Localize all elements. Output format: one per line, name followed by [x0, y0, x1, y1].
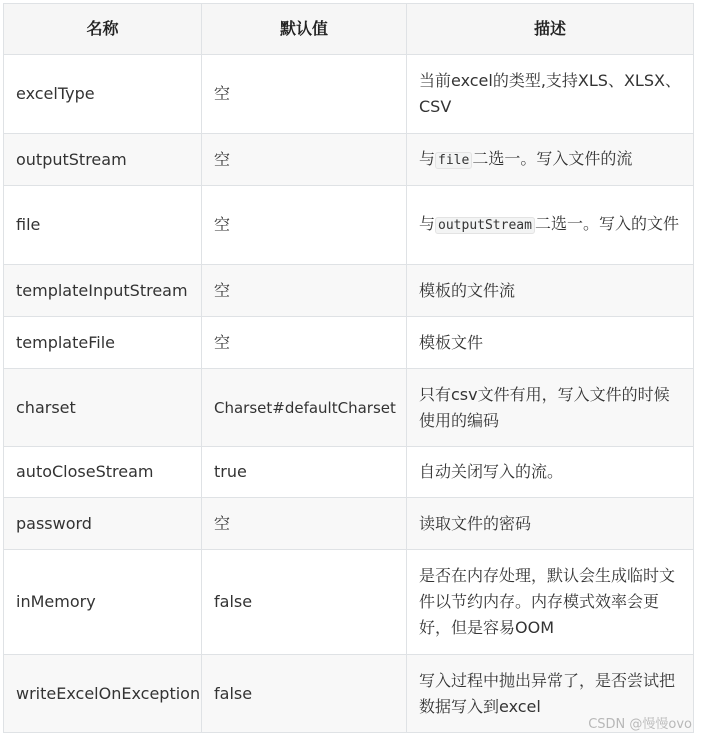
desc-text: 自动关闭写入的流。 [419, 462, 564, 481]
cell-name: file [4, 186, 202, 265]
cell-name: outputStream [4, 134, 202, 186]
cell-description [407, 369, 694, 447]
inline-code: file [435, 152, 472, 169]
table-row [4, 369, 694, 447]
cell-name: autoCloseStream [4, 447, 202, 498]
cell-description [407, 186, 694, 265]
header-name: 名称 [4, 4, 202, 55]
table-row [4, 498, 694, 550]
table-row [4, 317, 694, 369]
cell-default: true [202, 447, 407, 498]
cell-default: false [202, 655, 407, 733]
cell-description [407, 55, 694, 134]
cell-name: password [4, 498, 202, 550]
table-row [4, 550, 694, 655]
cell-description [407, 550, 694, 655]
table-row [4, 265, 694, 317]
cell-default: 空 [202, 265, 407, 317]
table-row [4, 55, 694, 134]
table-row [4, 186, 694, 265]
csdn-watermark: CSDN @慢慢ovo [588, 717, 692, 732]
cell-default: 空 [202, 186, 407, 265]
cell-name: charset [4, 369, 202, 447]
desc-text: 只有csv文件有用，写入文件的时候使用的编码 [419, 384, 670, 430]
cell-name: templateInputStream [4, 265, 202, 317]
cell-default: 空 [202, 55, 407, 134]
desc-text: 二选一。写入的文件 [534, 214, 679, 233]
table-row [4, 134, 694, 186]
cell-default: 空 [202, 498, 407, 550]
desc-text: 模板文件 [419, 332, 484, 352]
header-default: 默认值 [202, 4, 407, 55]
parameter-table [3, 3, 694, 733]
cell-name: writeExcelOnException [4, 655, 202, 733]
table-header-row [4, 4, 694, 55]
cell-default: Charset#defaultCharset [202, 369, 407, 447]
cell-description [407, 447, 694, 498]
cell-default: 空 [202, 317, 407, 369]
cell-name: templateFile [4, 317, 202, 369]
desc-text: 与 [419, 148, 436, 168]
cell-description [407, 317, 694, 369]
desc-text: 是否在内存处理，默认会生成临时文件以节约内存。内存模式效率会更好，但是容易OOM [419, 566, 676, 637]
cell-description [407, 134, 694, 186]
cell-name: inMemory [4, 550, 202, 655]
desc-text: 当前excel的类型,支持XLS、XLSX、CSV [419, 71, 681, 116]
desc-text: 与 [419, 214, 436, 233]
header-description: 描述 [407, 4, 694, 55]
cell-default: 空 [202, 134, 407, 186]
table-row [4, 447, 694, 498]
cell-default: false [202, 550, 407, 655]
cell-name: excelType [4, 55, 202, 134]
desc-text: 写入过程中抛出异常了，是否尝试把数据写入到excel [419, 670, 676, 716]
inline-code: outputStream [435, 217, 535, 234]
desc-text: 二选一。写入文件的流 [472, 148, 633, 168]
desc-text: 读取文件的密码 [419, 513, 532, 533]
cell-description [407, 265, 694, 317]
cell-description [407, 498, 694, 550]
desc-text: 模板的文件流 [419, 280, 516, 300]
